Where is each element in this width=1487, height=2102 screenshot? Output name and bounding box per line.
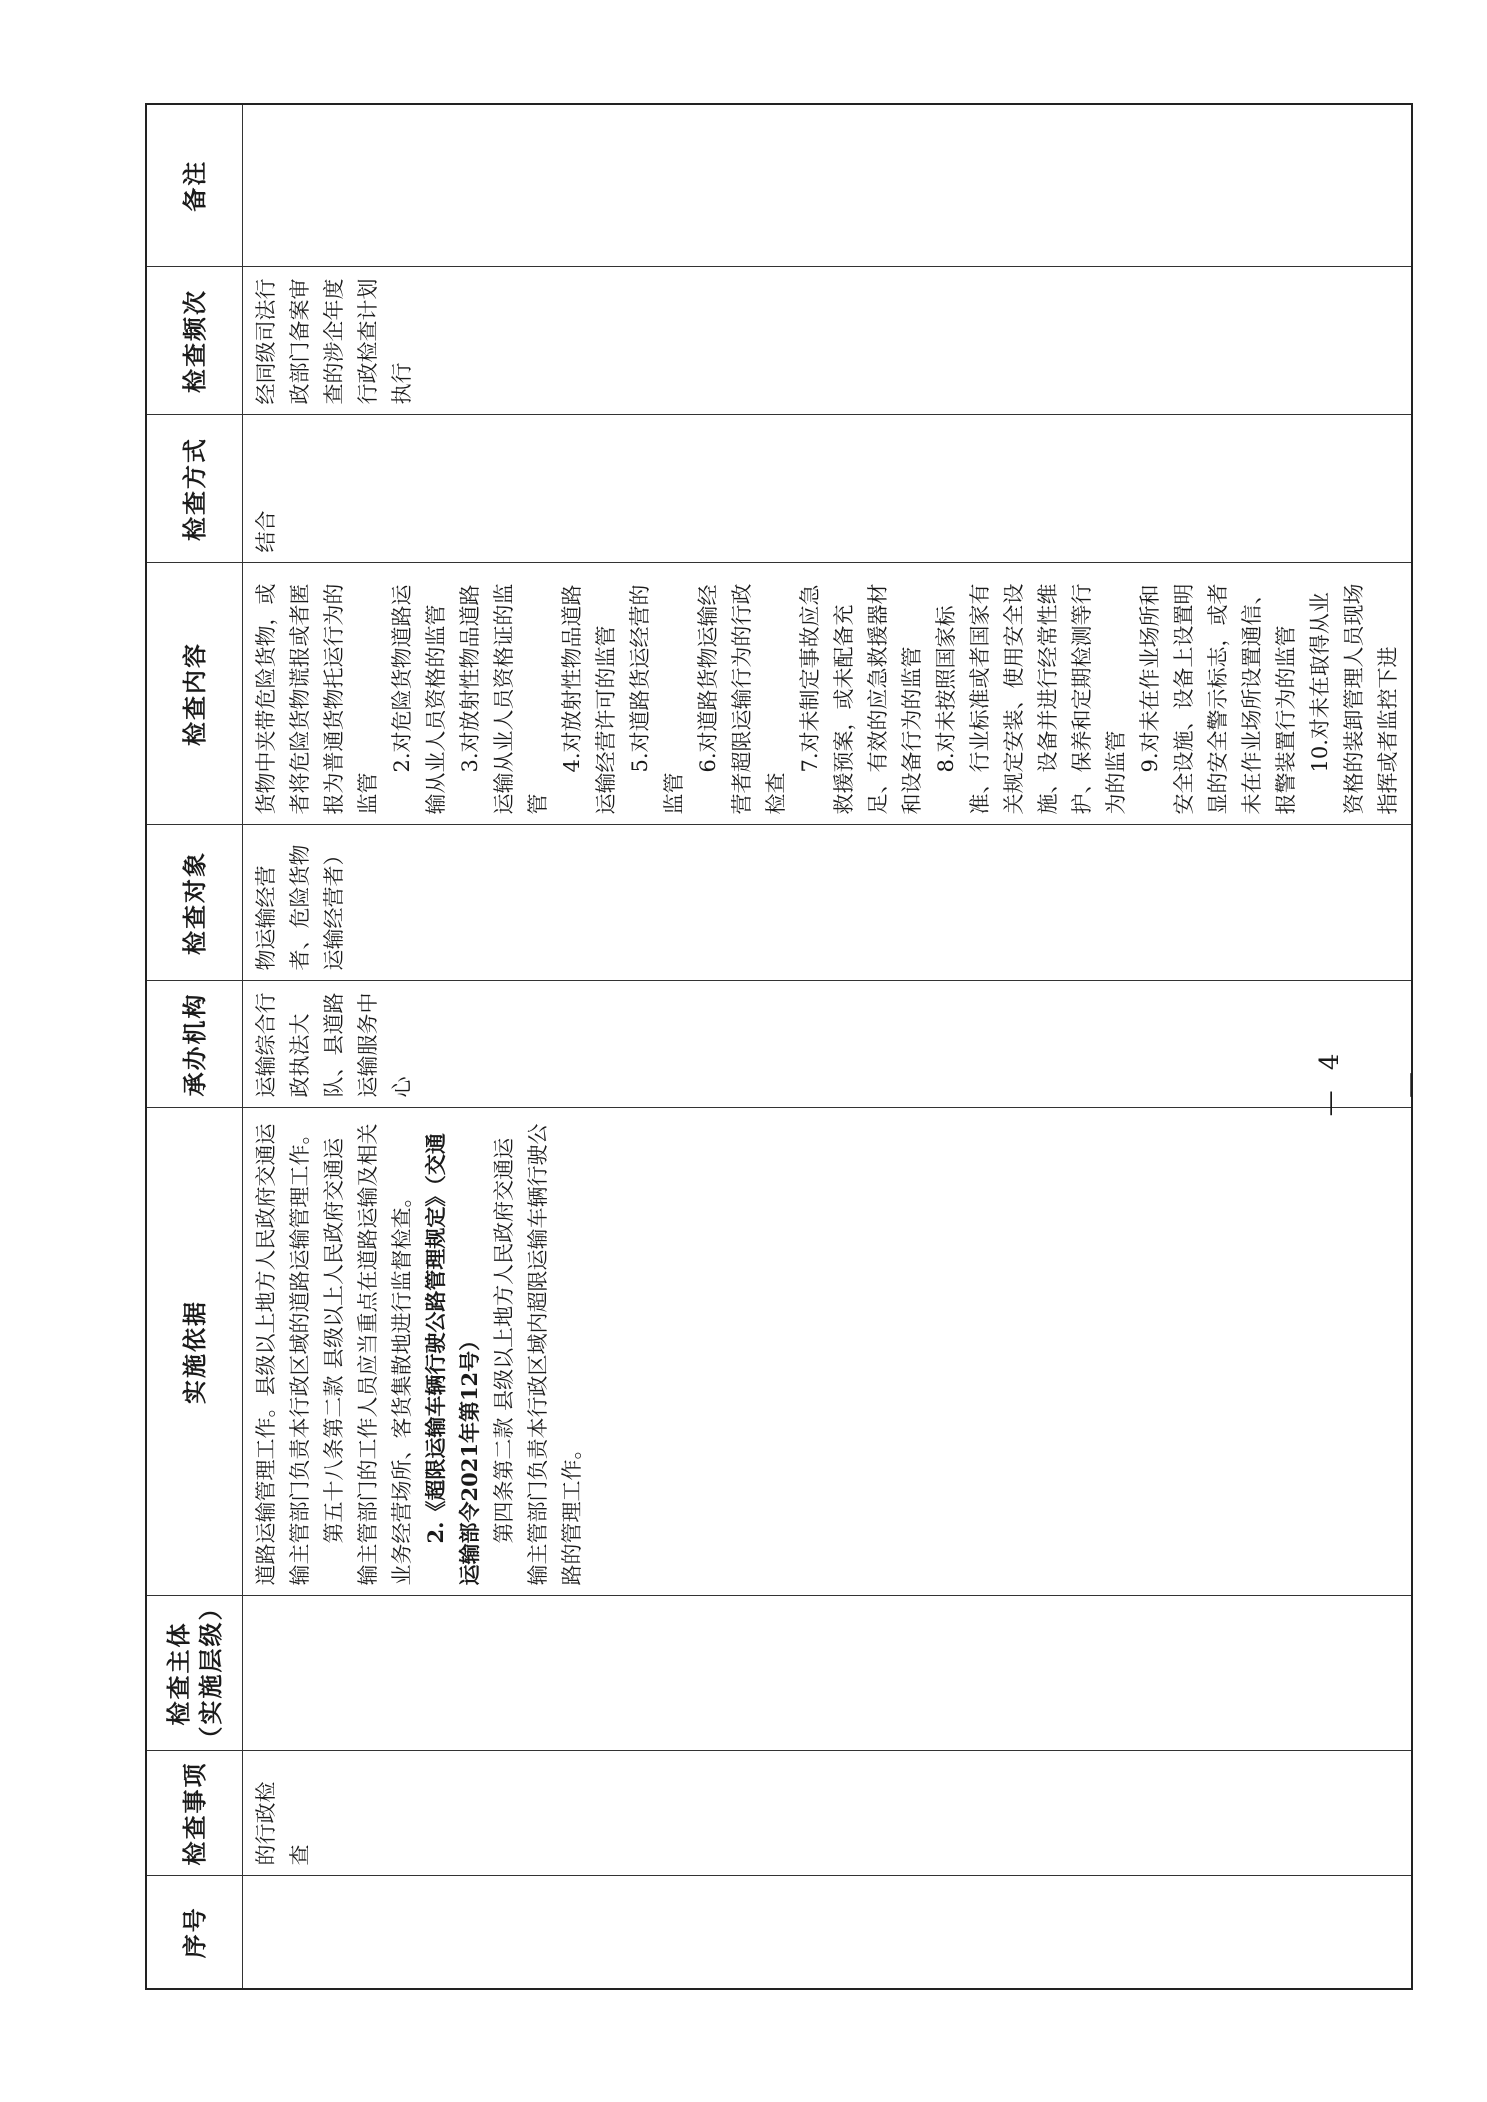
content-item: 5.对道路货运经营的监管 xyxy=(628,584,686,815)
rotated-page xyxy=(145,105,1400,1990)
cell-frequency xyxy=(243,267,1413,415)
header-object: 检查对象 xyxy=(146,825,243,981)
basis-paragraph: 第五十八条第二款 县级以上人民政府交通运输主管部门的工作人员应当重点在道路运输及相关业务经营场所、客货集散地进行监督检查。 xyxy=(322,1123,414,1586)
content-item: 10.对未在取得从业资格的装卸管理人员现场指挥或者监控下进 xyxy=(1308,583,1400,815)
cell-item xyxy=(243,1751,1413,1876)
content-item: 7.对未制定事故应急救援预案，或未配备充足、有效的应急救援器材和设备行为的监管 xyxy=(798,583,924,815)
content-item: 9.对未在作业场所和安全设施、设备上设置明显的安全警示标志，或者未在作业场所设置通信、报警装置行为的监管 xyxy=(1138,583,1298,815)
frequency-text: 经同级司法行政部门备案审查的涉企年度行政检查计划执行 xyxy=(254,278,414,405)
page-number: — 4 — xyxy=(1315,1047,1425,1117)
cell-method xyxy=(243,415,1413,563)
cell-content xyxy=(243,563,1413,825)
cell-object xyxy=(243,825,1413,981)
item-text: 的行政检查 xyxy=(254,1781,312,1866)
content-item: 2.对危险货物道路运输从业人员资格的监管 xyxy=(390,584,448,815)
header-remark: 备注 xyxy=(146,104,243,267)
agency-text: 运输综合行政执法大队、县道路运输服务中心 xyxy=(254,992,414,1098)
header-seq: 序号 xyxy=(146,1876,243,1989)
content-item: 6.对道路货物运输经营者超限运输行为的行政检查 xyxy=(696,583,788,815)
basis-paragraph: 道路运输管理工作。县级以上地方人民政府交通运输主管部门负责本行政区域的道路运输管理工作。 xyxy=(254,1123,312,1586)
object-text: 物运输经营者、危险货物运输经营者） xyxy=(254,844,346,971)
cell-remark xyxy=(243,104,1413,267)
content-item: 3.对放射性物品道路运输从业人员资格证的监管 xyxy=(458,583,550,815)
content-item: 8.对未按照国家标准、行业标准或者国家有关规定安装、使用安全设施、设备并进行经常性维护、保养和定期检测等行为的监管 xyxy=(934,583,1128,815)
content-item: 货物中夹带危险货物，或者将危险货物谎报或者匿报为普通货物托运行为的监管 xyxy=(254,583,380,815)
header-item: 检查事项 xyxy=(146,1751,243,1876)
cell-subject xyxy=(243,1596,1413,1751)
header-agency: 承办机构 xyxy=(146,981,243,1108)
header-basis: 实施依据 xyxy=(146,1108,243,1596)
cell-seq xyxy=(243,1876,1413,1989)
basis-regulation-title: 2.《超限运输车辆行驶公路管理规定》（交通运输部令2021年第12号） xyxy=(423,1133,482,1586)
header-row xyxy=(146,104,243,1989)
content-item: 4.对放射性物品道路运输经营许可的监管 xyxy=(560,584,618,815)
method-text: 结合 xyxy=(254,510,278,553)
header-frequency: 检查频次 xyxy=(146,267,243,415)
header-method: 检查方式 xyxy=(146,415,243,563)
header-content: 检查内容 xyxy=(146,563,243,825)
header-subject-line2: （实施层级） xyxy=(195,1594,225,1751)
cell-basis xyxy=(243,1108,1413,1596)
basis-paragraph: 第四条第二款 县级以上地方人民政府交通运输主管部门负责本行政区域内超限运输车辆行驶公路的管理工作。 xyxy=(492,1123,584,1586)
inspection-table xyxy=(145,103,1425,1990)
table-row xyxy=(243,104,1413,1989)
header-subject xyxy=(146,1596,243,1751)
header-subject-line1: 检查主体 xyxy=(164,1621,194,1726)
cell-agency xyxy=(243,981,1413,1108)
